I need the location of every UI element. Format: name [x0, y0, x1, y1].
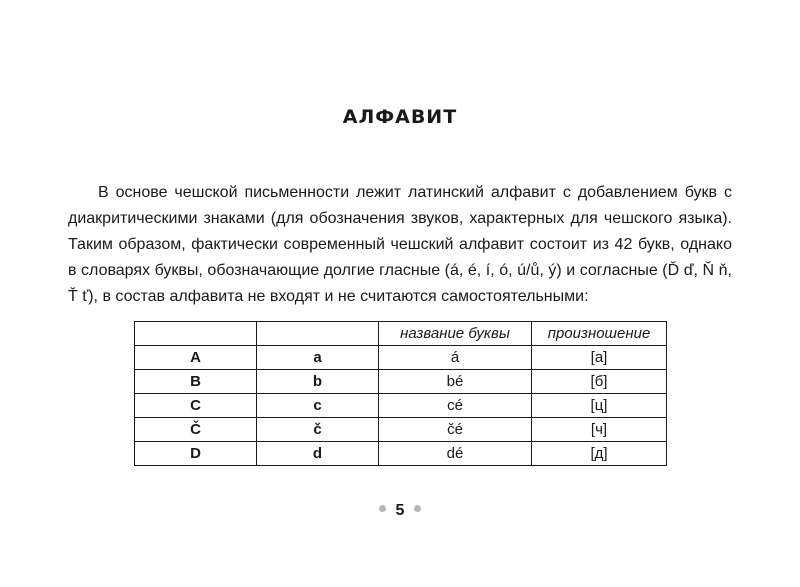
- lowercase-letter: č: [257, 418, 379, 442]
- lowercase-letter: c: [257, 394, 379, 418]
- uppercase-letter: A: [135, 346, 257, 370]
- pronunciation: [б]: [532, 370, 667, 394]
- table-row: [135, 370, 667, 394]
- left-dot-icon: [379, 505, 386, 512]
- uppercase-letter: B: [135, 370, 257, 394]
- header-uppercase: [135, 322, 257, 346]
- pronunciation: [д]: [532, 442, 667, 466]
- header-letter-name: название буквы: [379, 322, 532, 346]
- header-lowercase: [257, 322, 379, 346]
- uppercase-letter: D: [135, 442, 257, 466]
- table-row: [135, 346, 667, 370]
- letter-name: čé: [379, 418, 532, 442]
- letter-name: á: [379, 346, 532, 370]
- lowercase-letter: d: [257, 442, 379, 466]
- intro-paragraph: В основе чешской письменности лежит латинский алфавит с добавлением букв с диакритическими знаками (для обозначения звуков, характерных для чешского языка). Таким образом, фактически современный чешский алфавит состоит из 42 букв, однако в словарях буквы, обозначающие долгие гласные (á, é, í, ó, ú/ů, ý) и согласные (Ď ď, Ň ň, Ť ť), в состав алфавита не входят и не считаются самостоятельными:: [68, 184, 732, 305]
- letter-name: dé: [379, 442, 532, 466]
- letter-name: bé: [379, 370, 532, 394]
- lowercase-letter: a: [257, 346, 379, 370]
- page-footer: [0, 502, 800, 520]
- alphabet-table: [134, 321, 667, 466]
- page-number: 5: [395, 502, 405, 519]
- uppercase-letter: Č: [135, 418, 257, 442]
- lowercase-letter: b: [257, 370, 379, 394]
- header-pronunciation: произношение: [532, 322, 667, 346]
- table-header-row: [135, 322, 667, 346]
- letter-name: cé: [379, 394, 532, 418]
- table-row: [135, 418, 667, 442]
- table-row: [135, 442, 667, 466]
- table-row: [135, 394, 667, 418]
- page-title: АЛФАВИТ: [342, 106, 458, 128]
- pronunciation: [ц]: [532, 394, 667, 418]
- pronunciation: [а]: [532, 346, 667, 370]
- pronunciation: [ч]: [532, 418, 667, 442]
- right-dot-icon: [414, 505, 421, 512]
- uppercase-letter: C: [135, 394, 257, 418]
